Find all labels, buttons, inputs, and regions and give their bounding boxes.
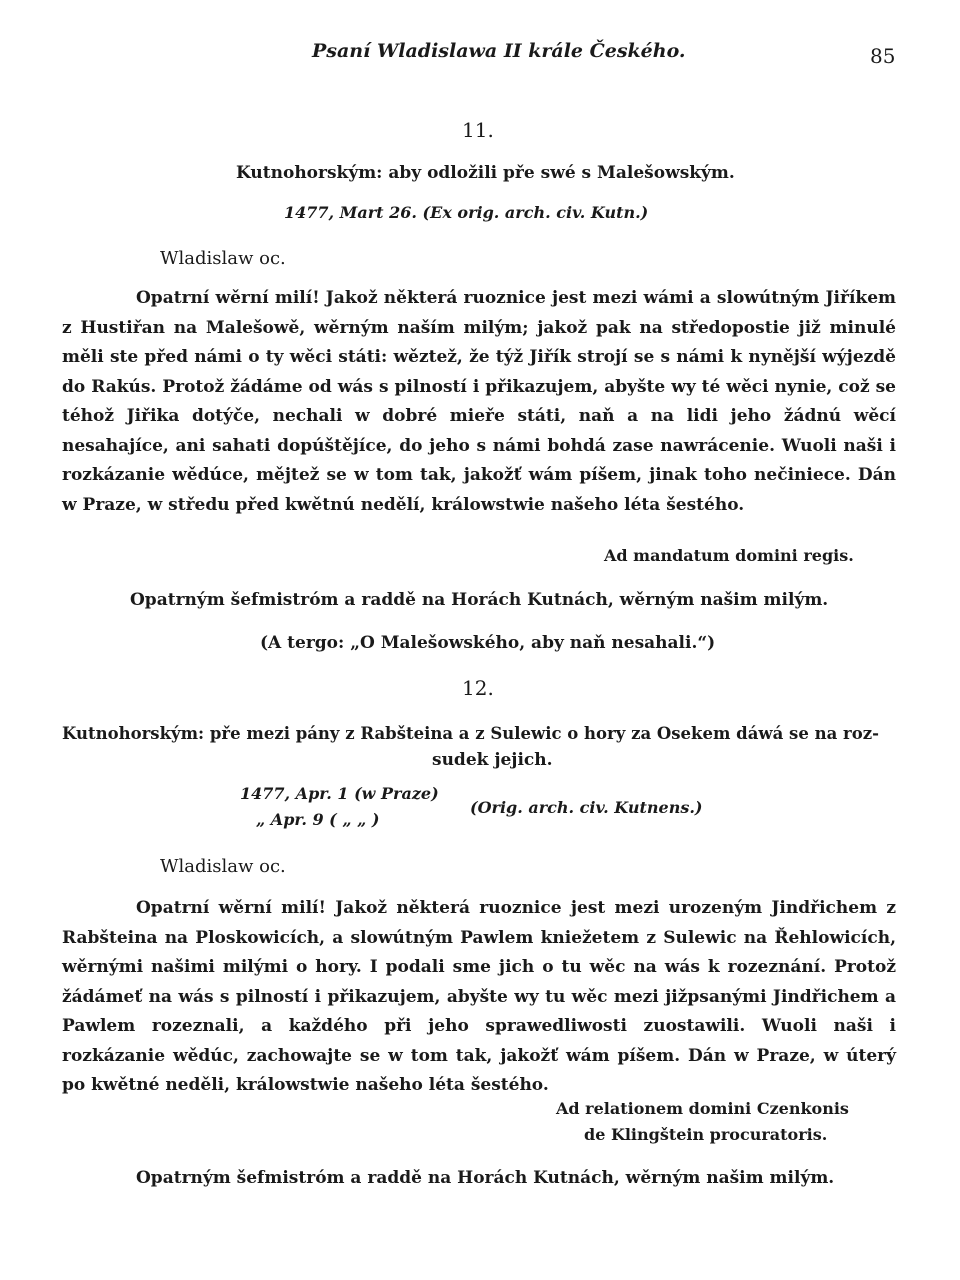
letter-date-11: 1477, Mart 26. (Ex orig. arch. civ. Kutn.) — [284, 203, 649, 222]
letter-salutation-12: Wladislaw oc. — [160, 856, 286, 877]
letter-closing-12-line-2: de Klingštein procuratoris. — [584, 1125, 828, 1144]
letter-salutation-11: Wladislaw oc. — [160, 248, 286, 269]
letter-summary-12-line-1: Kutnohorským: pře mezi pány z Rabšteina a z Sulewic o hory za Osekem dáwá se na roz- — [62, 724, 879, 743]
letter-summary-11: Kutnohorským: aby odložili pře swé s Malešowským. — [236, 163, 735, 183]
letter-date-12-line-2: „ Apr. 9 ( „ „ ) — [256, 810, 380, 829]
letter-body-12: Opatrní wěrní milí! Jakož některá ruoznice jest mezi urozeným Jindřichem z Rabšteina na Ploskowicích, a slowútným Pawlem kniežetem z Sulewic na Řehlowicích, wěrnými našimi milými o hory. I podali sme jich o tu wěc na wás k rozeznání. Protož žádámeť na wás s pilností i přikazujem, abyšte wy tu wěc mezi jižpsanými Jindřichem a Pawlem rozeznali, a každého při jeho sprawedliwosti zuostawili. Wuoli naši i rozkázanie wědúc, zachowajte se w tom tak, jakožť wám píšem. Dán w Praze, w úterý po kwětné neděli, králowstwie našeho léta šestého. — [62, 898, 896, 1095]
letter-tergo-11: (A tergo: „O Malešowského, aby naň nesahali.“) — [260, 633, 716, 653]
letter-number-12: 12. — [462, 676, 494, 700]
page-number: 85 — [870, 44, 896, 68]
letter-closing-11: Ad mandatum domini regis. — [604, 546, 854, 565]
letter-address-11: Opatrným šefmistróm a raddě na Horách Kutnách, wěrným našim milým. — [130, 590, 829, 610]
letter-date-12-line-1: 1477, Apr. 1 (w Praze) — [240, 784, 439, 803]
running-title: Psaní Wladislawa II krále Českého. — [312, 40, 686, 62]
letter-summary-12-line-2: sudek jejich. — [432, 750, 553, 770]
letter-closing-12-line-1: Ad relationem domini Czenkonis — [556, 1099, 849, 1118]
letter-number-11: 11. — [462, 118, 494, 142]
letter-body-11: Opatrní wěrní milí! Jakož některá ruoznice jest mezi wámi a slowútným Jiříkem z Hustiřan na Malešowě, wěrným naším milým; jakož pak na středopostie již minulé měli ste před námi o ty wěci státi: wěztež, že týž Jiřík strojí se s námi k nynější wýjezdě do Rakús. Protož žádáme od wás s pilností i přikazujem, abyšte wy té wěci nynie, což se téhož Jiřika dotýče, nechali w dobré mieře státi, naň a na lidi jeho žádnú wěcí nesahajíce, ani sahati dopúštějíce, do jeho s námi bohdá zase nawrácenie. Wuoli naši i rozkázanie wědúce, mějtež se w tom tak, jakožť wám píšem, jinak toho nečiniece. Dán w Praze, w středu před kwětnú nedělí, králowstwie našeho léta šestého. — [62, 288, 896, 515]
letter-address-12: Opatrným šefmistróm a raddě na Horách Kutnách, wěrným našim milým. — [136, 1168, 835, 1188]
letter-source-12: (Orig. arch. civ. Kutnens.) — [470, 798, 703, 817]
